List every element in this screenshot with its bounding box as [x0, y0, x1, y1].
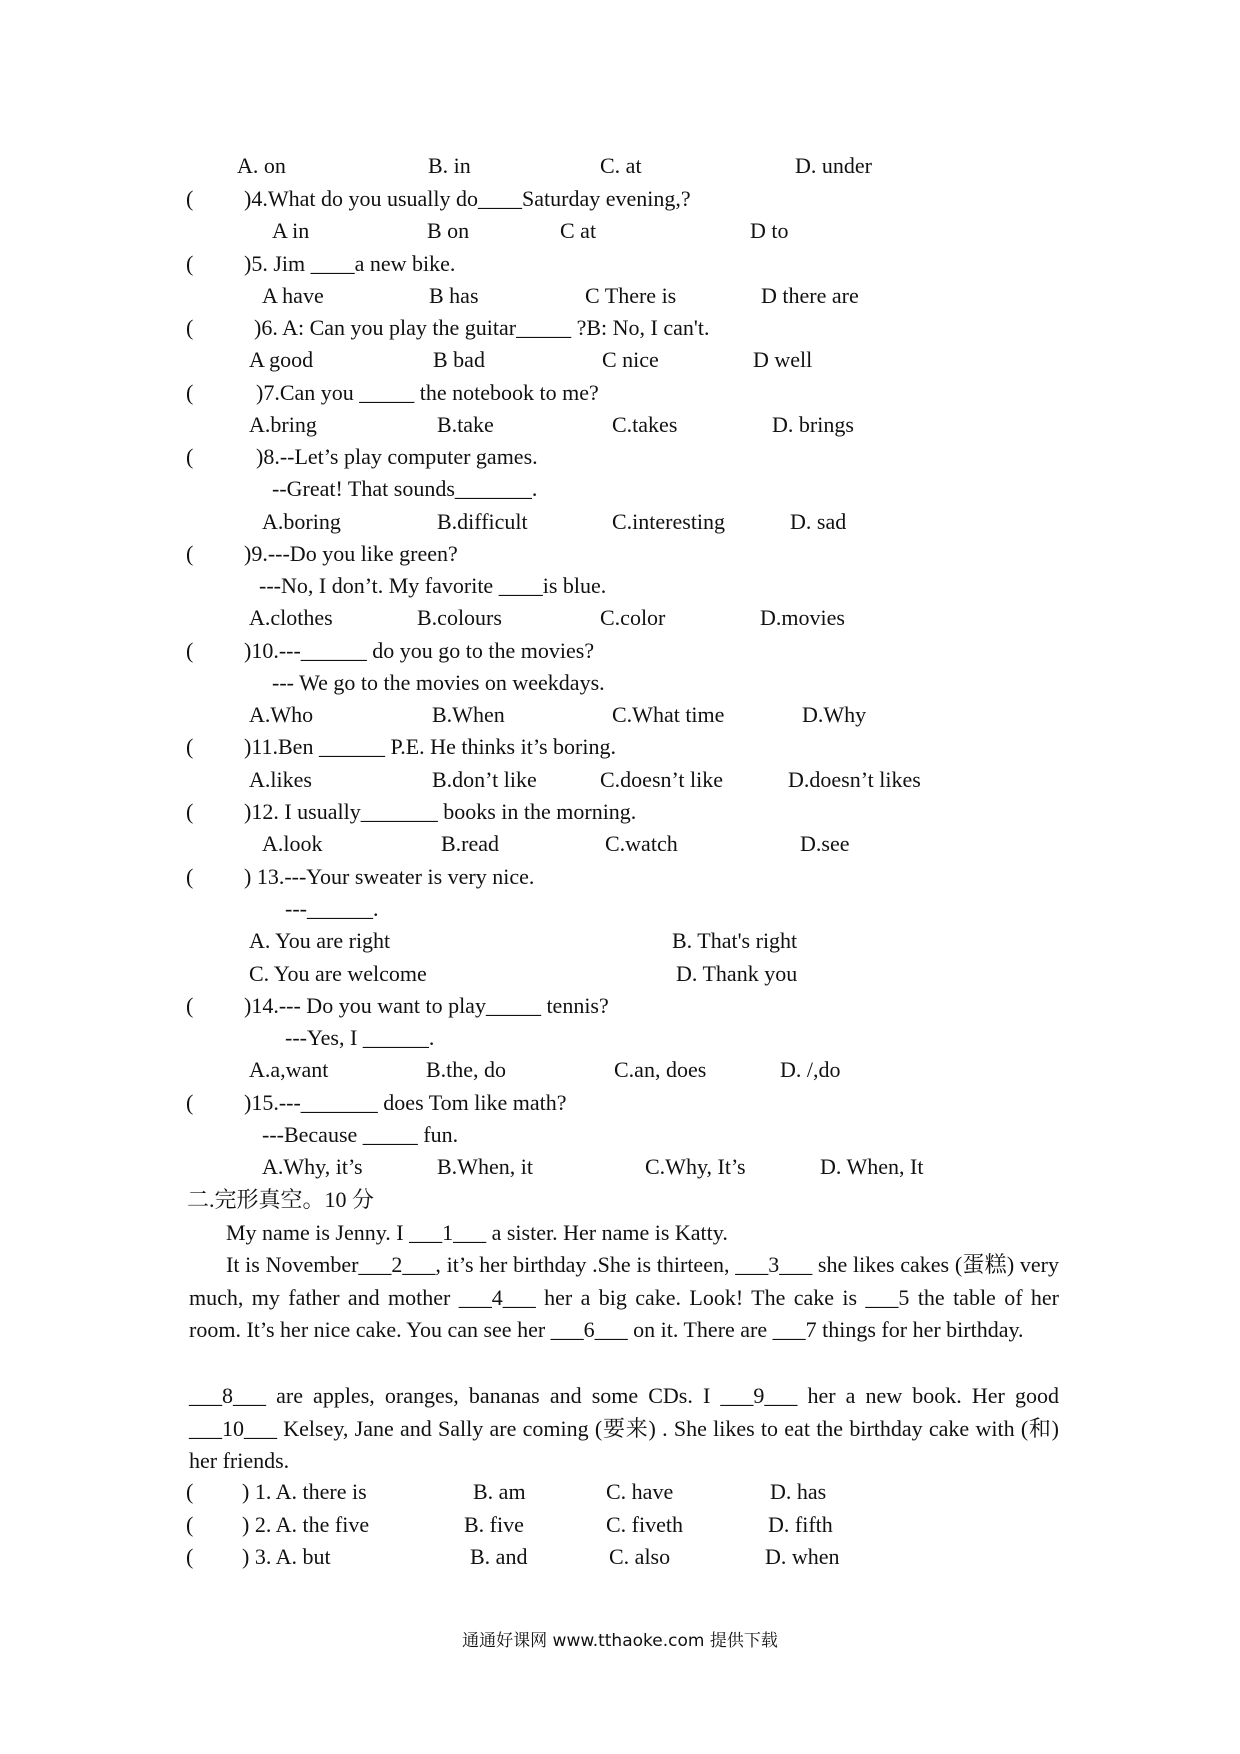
page-footer: 通通好课网 www.tthaoke.com 提供下载	[462, 1631, 778, 1651]
option-c: C.an, does	[614, 1057, 707, 1082]
option-b: B on	[427, 218, 470, 243]
question-line-2: --- We go to the movies on weekdays.	[272, 670, 605, 695]
question-stem: )12. I usually_______ books in the morning.	[244, 799, 637, 824]
option-d: D there are	[761, 283, 859, 308]
option-a: A.a,want	[249, 1057, 329, 1082]
option-a: A.Who	[249, 702, 314, 727]
option-d: D.Why	[802, 702, 867, 727]
option-a: A have	[262, 283, 324, 308]
question-stem: )7.Can you _____ the notebook to me?	[256, 380, 599, 405]
question-stem: )11.Ben ______ P.E. He thinks it’s boring.	[244, 734, 616, 759]
option-a: A.likes	[249, 767, 312, 792]
option-b: B. five	[464, 1512, 524, 1537]
option-b: B.read	[441, 831, 500, 856]
option-d: D to	[750, 218, 789, 243]
option-b: B.difficult	[437, 509, 528, 534]
option-a: A.boring	[262, 509, 341, 534]
section-heading: 二.完形真空。10 分	[187, 1187, 375, 1212]
option-d: D. When, It	[820, 1154, 924, 1179]
option-b: B.colours	[417, 605, 502, 630]
answer-paren: (	[186, 864, 194, 889]
option-c: C.What time	[612, 702, 725, 727]
question-stem: )14.--- Do you want to play_____ tennis?	[244, 993, 609, 1018]
option-b: B.When, it	[437, 1154, 533, 1179]
answer-paren: (	[186, 1512, 194, 1537]
answer-paren: (	[186, 444, 194, 469]
option-b: B.take	[437, 412, 494, 437]
question-stem: ) 13.---Your sweater is very nice.	[244, 864, 535, 889]
cloze-paragraph-1: My name is Jenny. I ___1___ a sister. Her name is Katty.	[226, 1220, 728, 1245]
question-line-2: --Great! That sounds_______.	[272, 476, 538, 501]
option-b: B.the, do	[426, 1057, 507, 1082]
question-line-2: ---Yes, I ______.	[285, 1025, 435, 1050]
cloze-paragraph-2: It is November___2___, it’s her birthday .She is thirteen, ___3___ she likes cakes (蛋糕) very much, my father and mother ___4___ her a big cake. Look! The cake is ___5 the table of her room. It’s her nice cake. You can see her ___6___ on it. There are ___7 things for her birthday.	[189, 1252, 1059, 1343]
option-c: C. also	[609, 1544, 671, 1569]
option-d: D. under	[795, 153, 872, 178]
option-c: C There is	[585, 283, 677, 308]
answer-paren: (	[186, 315, 194, 340]
option-b: B. am	[473, 1479, 526, 1504]
question-stem: )10.---______ do you go to the movies?	[244, 638, 595, 663]
option-c: C nice	[602, 347, 659, 372]
option-c: C.Why, It’s	[645, 1154, 746, 1179]
answer-paren: (	[186, 734, 194, 759]
option-d: D. /,do	[780, 1057, 841, 1082]
option-d: D. when	[765, 1544, 840, 1569]
question-line-2: ---______.	[285, 896, 379, 921]
option-c: C. have	[606, 1479, 674, 1504]
answer-paren: (	[186, 638, 194, 663]
question-line-2: ---Because _____ fun.	[262, 1122, 459, 1147]
option-d: D well	[753, 347, 813, 372]
answer-paren: (	[186, 186, 194, 211]
option-c: C at	[560, 218, 597, 243]
answer-paren: (	[186, 993, 194, 1018]
option-d: D.doesn’t likes	[788, 767, 921, 792]
option-a: A. on	[237, 153, 286, 178]
answer-paren: (	[186, 1479, 194, 1504]
option-c: C. fiveth	[606, 1512, 683, 1537]
answer-paren: (	[186, 799, 194, 824]
question-stem: )4.What do you usually do____Saturday evening,?	[244, 186, 691, 211]
option-d: D. sad	[790, 509, 847, 534]
option-b: B. That's right	[672, 928, 798, 953]
question-stem: )5. Jim ____a new bike.	[244, 251, 456, 276]
option-c: C.doesn’t like	[600, 767, 724, 792]
option-b: B.When	[432, 702, 505, 727]
option-a: A.look	[262, 831, 323, 856]
option-a: A.clothes	[249, 605, 333, 630]
cloze-question: ) 1. A. there is	[242, 1479, 367, 1504]
option-d: D.see	[800, 831, 850, 856]
option-a: A.bring	[249, 412, 317, 437]
option-c: C. You are welcome	[249, 961, 427, 986]
answer-paren: (	[186, 380, 194, 405]
option-d: D. fifth	[768, 1512, 833, 1537]
option-c: C.watch	[605, 831, 678, 856]
cloze-paragraph-3: ___8___ are apples, oranges, bananas and some CDs. I ___9___ her a new book. Her good ___10___ Kelsey, Jane and Sally are coming (要来) . She likes to eat the birthday cake with (和) her friends.	[189, 1383, 1059, 1474]
option-a: A. You are right	[249, 928, 391, 953]
option-d: D.movies	[760, 605, 845, 630]
answer-paren: (	[186, 541, 194, 566]
option-d: D. brings	[772, 412, 854, 437]
question-line-2: ---No, I don’t. My favorite ____is blue.	[259, 573, 607, 598]
question-stem: )8.--Let’s play computer games.	[256, 444, 538, 469]
question-stem: )9.---Do you like green?	[244, 541, 458, 566]
option-b: B has	[429, 283, 479, 308]
option-c: C.takes	[612, 412, 678, 437]
option-c: C.interesting	[612, 509, 726, 534]
option-b: B. and	[470, 1544, 528, 1569]
answer-paren: (	[186, 1544, 194, 1569]
option-a: A.Why, it’s	[262, 1154, 363, 1179]
option-d: D. Thank you	[676, 961, 798, 986]
option-b: B. in	[428, 153, 471, 178]
answer-paren: (	[186, 251, 194, 276]
question-stem: )6. A: Can you play the guitar_____ ?B: No, I can't.	[254, 315, 710, 340]
question-stem: )15.---_______ does Tom like math?	[244, 1090, 567, 1115]
cloze-question: ) 3. A. but	[242, 1544, 331, 1569]
option-a: A in	[272, 218, 310, 243]
option-b: B.don’t like	[432, 767, 537, 792]
option-c: C. at	[600, 153, 642, 178]
answer-paren: (	[186, 1090, 194, 1115]
cloze-question: ) 2. A. the five	[242, 1512, 370, 1537]
option-a: A good	[249, 347, 314, 372]
option-c: C.color	[600, 605, 666, 630]
option-d: D. has	[770, 1479, 827, 1504]
option-b: B bad	[433, 347, 485, 372]
